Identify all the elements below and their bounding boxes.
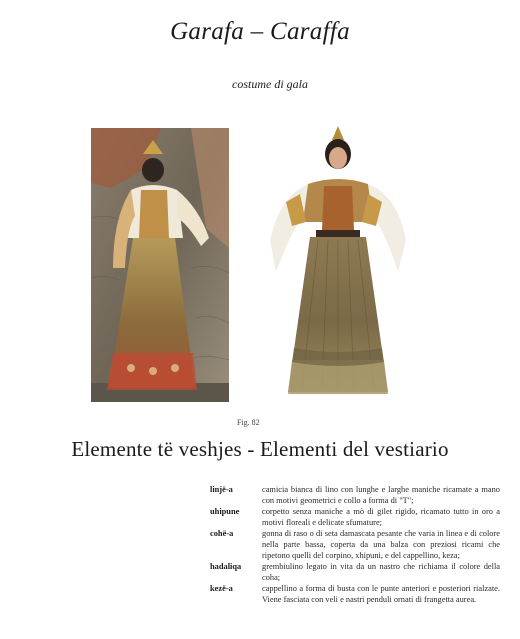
glossary-entry: [210, 528, 500, 561]
glossary-entry: [210, 506, 500, 528]
glossary-definition: grembiulino legato in vita da un nastro che richiama il colore della coha;: [262, 562, 500, 582]
glossary-list: [210, 484, 500, 605]
glossary-term: cohë-a: [210, 529, 234, 538]
glossary-term: kezë-a: [210, 584, 233, 593]
costume-front-view-photo: [258, 122, 410, 407]
figure-caption: Fig. 82: [237, 418, 260, 427]
glossary-definition: cappellino a forma di busta con le punte anteriori e posteriori rialzate. Viene fasciata con veli e nastri penduli ornati di frangetta aurea.: [262, 584, 500, 604]
page-title: Garafa – Caraffa: [170, 18, 350, 45]
glossary-definition: camicia bianca di lino con lunghe e larghe maniche ricamate a mano con motivi geometrici e collo a forma di "T";: [262, 485, 500, 505]
glossary-term: linjë-a: [210, 485, 233, 494]
glossary-term: uhipune: [210, 507, 240, 516]
glossary-term: hadaliqa: [210, 562, 242, 571]
glossary-entry: [210, 561, 500, 583]
glossary-entry: [210, 484, 500, 506]
glossary-entry: [210, 583, 500, 605]
glossary-definition: corpetto senza maniche a mò di gilet rigido, ricamato tutto in oro a motivi floreali e delicate sfumature;: [262, 507, 500, 527]
glossary-definition: gonna di raso o di seta damascata pesante che varia in linea e di colore nella parte bassa, coperta da una balza con preziosi ricami che ripetono quelli del corpino, xhipuni, e del cappellino, keza;: [262, 529, 500, 560]
section-heading: Elemente të veshjes - Elementi del vestiario: [71, 437, 449, 461]
costume-back-view-photo: [91, 128, 229, 402]
page-subtitle: costume di gala: [232, 77, 308, 91]
